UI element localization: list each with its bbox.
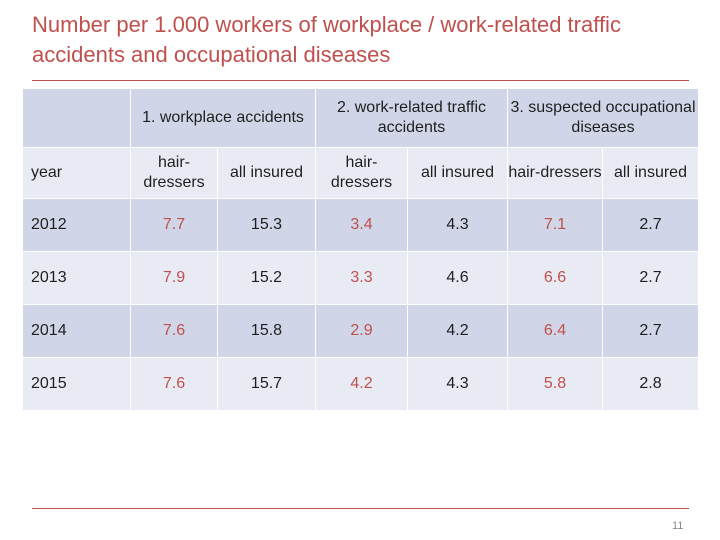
value-cell: 7.9	[131, 252, 218, 305]
year-cell: 2012	[23, 199, 131, 252]
value-cell: 4.2	[408, 305, 508, 358]
subheader-cell: all insured	[603, 148, 699, 199]
value-cell: 7.6	[131, 358, 218, 411]
value-cell: 4.3	[408, 358, 508, 411]
value-cell: 2.7	[603, 252, 699, 305]
table-group-header-row	[23, 89, 699, 148]
table-row	[23, 358, 699, 411]
value-cell: 3.4	[316, 199, 408, 252]
slide-title: Number per 1.000 workers of workplace / work-related traffic accidents and occupational diseases	[32, 12, 621, 67]
subheader-cell: all insured	[408, 148, 508, 199]
value-cell: 3.3	[316, 252, 408, 305]
subheader-cell: hair-dressers	[316, 148, 408, 199]
value-cell: 7.7	[131, 199, 218, 252]
value-cell: 5.8	[508, 358, 603, 411]
table-row	[23, 199, 699, 252]
group-header-traffic-accidents: 2. work-related traffic accidents	[316, 89, 508, 148]
year-cell: 2015	[23, 358, 131, 411]
value-cell: 2.8	[603, 358, 699, 411]
value-cell: 15.2	[218, 252, 316, 305]
table-row	[23, 252, 699, 305]
statistics-table	[22, 88, 699, 411]
subheader-cell: hair-dressers	[131, 148, 218, 199]
value-cell: 2.9	[316, 305, 408, 358]
year-cell: 2014	[23, 305, 131, 358]
group-header-workplace-accidents: 1. workplace accidents	[131, 89, 316, 148]
value-cell: 4.6	[408, 252, 508, 305]
group-header-occupational-diseases: 3. suspected occupational diseases	[508, 89, 699, 148]
title-divider	[32, 80, 689, 81]
value-cell: 7.6	[131, 305, 218, 358]
value-cell: 4.3	[408, 199, 508, 252]
subheader-cell: hair-dressers	[508, 148, 603, 199]
subheader-cell: all insured	[218, 148, 316, 199]
value-cell: 4.2	[316, 358, 408, 411]
value-cell: 15.8	[218, 305, 316, 358]
table-subheader-row	[23, 148, 699, 199]
table-row	[23, 305, 699, 358]
year-column-header: year	[23, 148, 131, 199]
value-cell: 6.4	[508, 305, 603, 358]
year-cell: 2013	[23, 252, 131, 305]
table-corner-cell	[23, 89, 131, 148]
value-cell: 15.3	[218, 199, 316, 252]
value-cell: 2.7	[603, 305, 699, 358]
value-cell: 7.1	[508, 199, 603, 252]
value-cell: 6.6	[508, 252, 603, 305]
value-cell: 2.7	[603, 199, 699, 252]
page-number: 11	[672, 520, 684, 532]
footer-divider	[32, 508, 689, 509]
value-cell: 15.7	[218, 358, 316, 411]
